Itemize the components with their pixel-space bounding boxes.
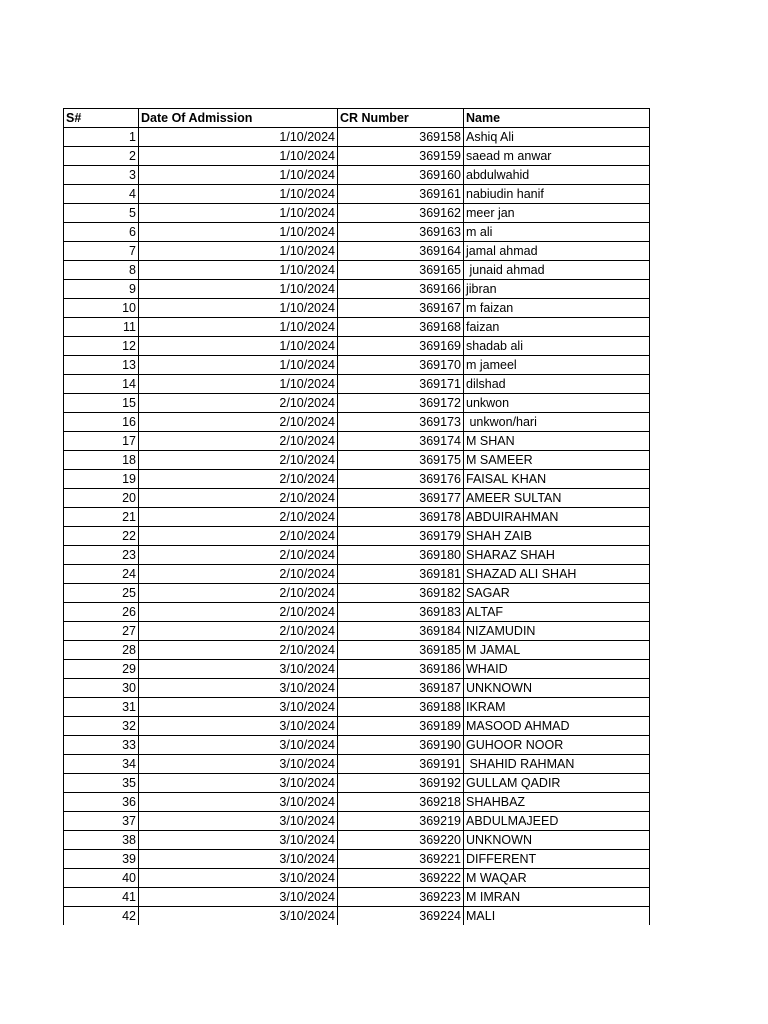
serial-cell: 7	[64, 242, 139, 261]
cr-number-cell: 369177	[338, 489, 464, 508]
name-cell: nabiudin hanif	[464, 185, 650, 204]
name-cell: M JAMAL	[464, 641, 650, 660]
header-cr-number: CR Number	[338, 109, 464, 128]
cr-number-cell: 369173	[338, 413, 464, 432]
table-row	[64, 546, 650, 565]
admission-date-cell: 3/10/2024	[139, 755, 338, 774]
serial-cell: 10	[64, 299, 139, 318]
table-row	[64, 584, 650, 603]
admission-date-cell: 2/10/2024	[139, 394, 338, 413]
name-cell: GULLAM QADIR	[464, 774, 650, 793]
cr-number-cell: 369171	[338, 375, 464, 394]
cr-number-cell: 369187	[338, 679, 464, 698]
serial-cell: 17	[64, 432, 139, 451]
cr-number-cell: 369180	[338, 546, 464, 565]
cr-number-cell: 369189	[338, 717, 464, 736]
admissions-table	[63, 108, 650, 925]
serial-cell: 41	[64, 888, 139, 907]
table-row	[64, 736, 650, 755]
name-cell: M SAMEER	[464, 451, 650, 470]
name-cell: ABDUIRAHMAN	[464, 508, 650, 527]
admission-date-cell: 2/10/2024	[139, 413, 338, 432]
name-cell: faizan	[464, 318, 650, 337]
name-cell: SAGAR	[464, 584, 650, 603]
cr-number-cell: 369165	[338, 261, 464, 280]
serial-cell: 31	[64, 698, 139, 717]
cr-number-cell: 369164	[338, 242, 464, 261]
serial-cell: 12	[64, 337, 139, 356]
cr-number-cell: 369183	[338, 603, 464, 622]
name-cell: meer jan	[464, 204, 650, 223]
serial-cell: 39	[64, 850, 139, 869]
admission-date-cell: 1/10/2024	[139, 375, 338, 394]
name-cell: ALTAF	[464, 603, 650, 622]
table-row	[64, 432, 650, 451]
table-row	[64, 603, 650, 622]
serial-cell: 5	[64, 204, 139, 223]
admission-date-cell: 1/10/2024	[139, 185, 338, 204]
cr-number-cell: 369221	[338, 850, 464, 869]
serial-cell: 8	[64, 261, 139, 280]
table-row	[64, 698, 650, 717]
name-cell: MASOOD AHMAD	[464, 717, 650, 736]
cr-number-cell: 369166	[338, 280, 464, 299]
cr-number-cell: 369178	[338, 508, 464, 527]
cr-number-cell: 369218	[338, 793, 464, 812]
serial-cell: 23	[64, 546, 139, 565]
table-row	[64, 641, 650, 660]
serial-cell: 25	[64, 584, 139, 603]
table-row	[64, 831, 650, 850]
name-cell: M SHAN	[464, 432, 650, 451]
admission-date-cell: 2/10/2024	[139, 508, 338, 527]
admission-date-cell: 1/10/2024	[139, 204, 338, 223]
admission-date-cell: 1/10/2024	[139, 223, 338, 242]
name-cell: FAISAL KHAN	[464, 470, 650, 489]
table-row	[64, 318, 650, 337]
name-cell: M IMRAN	[464, 888, 650, 907]
name-cell: UNKNOWN	[464, 831, 650, 850]
table-row	[64, 223, 650, 242]
cr-number-cell: 369167	[338, 299, 464, 318]
cr-number-cell: 369168	[338, 318, 464, 337]
admission-date-cell: 1/10/2024	[139, 128, 338, 147]
admission-date-cell: 3/10/2024	[139, 774, 338, 793]
name-cell: AMEER SULTAN	[464, 489, 650, 508]
table-row	[64, 888, 650, 907]
cr-number-cell: 369175	[338, 451, 464, 470]
serial-cell: 42	[64, 907, 139, 926]
serial-cell: 33	[64, 736, 139, 755]
cr-number-cell: 369222	[338, 869, 464, 888]
table-row	[64, 394, 650, 413]
serial-cell: 6	[64, 223, 139, 242]
name-cell: UNKNOWN	[464, 679, 650, 698]
cr-number-cell: 369174	[338, 432, 464, 451]
cr-number-cell: 369192	[338, 774, 464, 793]
table-row	[64, 565, 650, 584]
admission-date-cell: 1/10/2024	[139, 318, 338, 337]
serial-cell: 22	[64, 527, 139, 546]
admission-date-cell: 1/10/2024	[139, 280, 338, 299]
cr-number-cell: 369223	[338, 888, 464, 907]
cr-number-cell: 369179	[338, 527, 464, 546]
table-row	[64, 774, 650, 793]
serial-cell: 3	[64, 166, 139, 185]
cr-number-cell: 369159	[338, 147, 464, 166]
admission-date-cell: 3/10/2024	[139, 793, 338, 812]
serial-cell: 40	[64, 869, 139, 888]
serial-cell: 38	[64, 831, 139, 850]
table-row	[64, 812, 650, 831]
table-header	[64, 109, 650, 128]
name-cell: junaid ahmad	[464, 261, 650, 280]
table-row	[64, 204, 650, 223]
name-cell: GUHOOR NOOR	[464, 736, 650, 755]
table-row	[64, 755, 650, 774]
admission-date-cell: 3/10/2024	[139, 850, 338, 869]
table-row	[64, 166, 650, 185]
serial-cell: 32	[64, 717, 139, 736]
cr-number-cell: 369176	[338, 470, 464, 489]
name-cell: NIZAMUDIN	[464, 622, 650, 641]
admission-date-cell: 3/10/2024	[139, 907, 338, 926]
name-cell: WHAID	[464, 660, 650, 679]
table-row	[64, 128, 650, 147]
cr-number-cell: 369184	[338, 622, 464, 641]
table-row	[64, 660, 650, 679]
table-row	[64, 185, 650, 204]
name-cell: SHAZAD ALI SHAH	[464, 565, 650, 584]
admission-date-cell: 1/10/2024	[139, 147, 338, 166]
table-row	[64, 147, 650, 166]
table-row	[64, 242, 650, 261]
cr-number-cell: 369191	[338, 755, 464, 774]
table-row	[64, 717, 650, 736]
serial-cell: 35	[64, 774, 139, 793]
table-row	[64, 489, 650, 508]
serial-cell: 29	[64, 660, 139, 679]
name-cell: jibran	[464, 280, 650, 299]
admission-date-cell: 1/10/2024	[139, 166, 338, 185]
serial-cell: 16	[64, 413, 139, 432]
cr-number-cell: 369162	[338, 204, 464, 223]
name-cell: unkwon	[464, 394, 650, 413]
admission-date-cell: 2/10/2024	[139, 527, 338, 546]
name-cell: abdulwahid	[464, 166, 650, 185]
table-row	[64, 261, 650, 280]
name-cell: SHAHID RAHMAN	[464, 755, 650, 774]
serial-cell: 36	[64, 793, 139, 812]
serial-cell: 26	[64, 603, 139, 622]
admission-date-cell: 2/10/2024	[139, 641, 338, 660]
serial-cell: 2	[64, 147, 139, 166]
serial-cell: 20	[64, 489, 139, 508]
table-row	[64, 869, 650, 888]
admission-date-cell: 1/10/2024	[139, 356, 338, 375]
admission-date-cell: 3/10/2024	[139, 812, 338, 831]
serial-cell: 13	[64, 356, 139, 375]
table-row	[64, 679, 650, 698]
cr-number-cell: 369181	[338, 565, 464, 584]
table-row	[64, 337, 650, 356]
admission-date-cell: 1/10/2024	[139, 337, 338, 356]
serial-cell: 15	[64, 394, 139, 413]
serial-cell: 24	[64, 565, 139, 584]
cr-number-cell: 369161	[338, 185, 464, 204]
cr-number-cell: 369160	[338, 166, 464, 185]
cr-number-cell: 369219	[338, 812, 464, 831]
table-row	[64, 299, 650, 318]
table-row	[64, 527, 650, 546]
admission-date-cell: 2/10/2024	[139, 622, 338, 641]
table-row	[64, 280, 650, 299]
name-cell: IKRAM	[464, 698, 650, 717]
serial-cell: 30	[64, 679, 139, 698]
serial-cell: 21	[64, 508, 139, 527]
cr-number-cell: 369220	[338, 831, 464, 850]
name-cell: SHAHBAZ	[464, 793, 650, 812]
table-row	[64, 413, 650, 432]
name-cell: Ashiq Ali	[464, 128, 650, 147]
name-cell: m jameel	[464, 356, 650, 375]
admission-date-cell: 3/10/2024	[139, 888, 338, 907]
header-row	[64, 109, 650, 128]
serial-cell: 18	[64, 451, 139, 470]
name-cell: m ali	[464, 223, 650, 242]
table-row	[64, 622, 650, 641]
admission-date-cell: 2/10/2024	[139, 565, 338, 584]
admission-date-cell: 2/10/2024	[139, 603, 338, 622]
serial-cell: 34	[64, 755, 139, 774]
admission-date-cell: 2/10/2024	[139, 546, 338, 565]
name-cell: SHAH ZAIB	[464, 527, 650, 546]
admission-date-cell: 2/10/2024	[139, 584, 338, 603]
name-cell: M WAQAR	[464, 869, 650, 888]
header-date-of-admission: Date Of Admission	[139, 109, 338, 128]
name-cell: dilshad	[464, 375, 650, 394]
name-cell: SHARAZ SHAH	[464, 546, 650, 565]
header-name: Name	[464, 109, 650, 128]
cr-number-cell: 369186	[338, 660, 464, 679]
table-row	[64, 375, 650, 394]
header-serial: S#	[64, 109, 139, 128]
name-cell: MALI	[464, 907, 650, 926]
serial-cell: 37	[64, 812, 139, 831]
name-cell: ABDULMAJEED	[464, 812, 650, 831]
admission-date-cell: 2/10/2024	[139, 489, 338, 508]
serial-cell: 11	[64, 318, 139, 337]
admission-date-cell: 1/10/2024	[139, 261, 338, 280]
cr-number-cell: 369170	[338, 356, 464, 375]
serial-cell: 4	[64, 185, 139, 204]
admission-date-cell: 2/10/2024	[139, 451, 338, 470]
serial-cell: 14	[64, 375, 139, 394]
name-cell: shadab ali	[464, 337, 650, 356]
admission-date-cell: 3/10/2024	[139, 660, 338, 679]
cr-number-cell: 369158	[338, 128, 464, 147]
table-row	[64, 907, 650, 926]
admission-date-cell: 3/10/2024	[139, 736, 338, 755]
cr-number-cell: 369163	[338, 223, 464, 242]
name-cell: unkwon/hari	[464, 413, 650, 432]
serial-cell: 9	[64, 280, 139, 299]
cr-number-cell: 369185	[338, 641, 464, 660]
cr-number-cell: 369188	[338, 698, 464, 717]
table-row	[64, 451, 650, 470]
table-row	[64, 508, 650, 527]
table-row	[64, 356, 650, 375]
serial-cell: 1	[64, 128, 139, 147]
admission-date-cell: 1/10/2024	[139, 299, 338, 318]
name-cell: m faizan	[464, 299, 650, 318]
serial-cell: 28	[64, 641, 139, 660]
admission-date-cell: 3/10/2024	[139, 717, 338, 736]
table-row	[64, 850, 650, 869]
admission-date-cell: 3/10/2024	[139, 831, 338, 850]
cr-number-cell: 369182	[338, 584, 464, 603]
table-row	[64, 793, 650, 812]
cr-number-cell: 369169	[338, 337, 464, 356]
admission-date-cell: 3/10/2024	[139, 869, 338, 888]
admission-date-cell: 3/10/2024	[139, 679, 338, 698]
cr-number-cell: 369172	[338, 394, 464, 413]
name-cell: DIFFERENT	[464, 850, 650, 869]
table-body	[64, 128, 650, 926]
admission-date-cell: 2/10/2024	[139, 470, 338, 489]
admission-date-cell: 2/10/2024	[139, 432, 338, 451]
serial-cell: 19	[64, 470, 139, 489]
name-cell: saead m anwar	[464, 147, 650, 166]
cr-number-cell: 369190	[338, 736, 464, 755]
cr-number-cell: 369224	[338, 907, 464, 926]
admission-date-cell: 3/10/2024	[139, 698, 338, 717]
name-cell: jamal ahmad	[464, 242, 650, 261]
serial-cell: 27	[64, 622, 139, 641]
admission-date-cell: 1/10/2024	[139, 242, 338, 261]
table-row	[64, 470, 650, 489]
